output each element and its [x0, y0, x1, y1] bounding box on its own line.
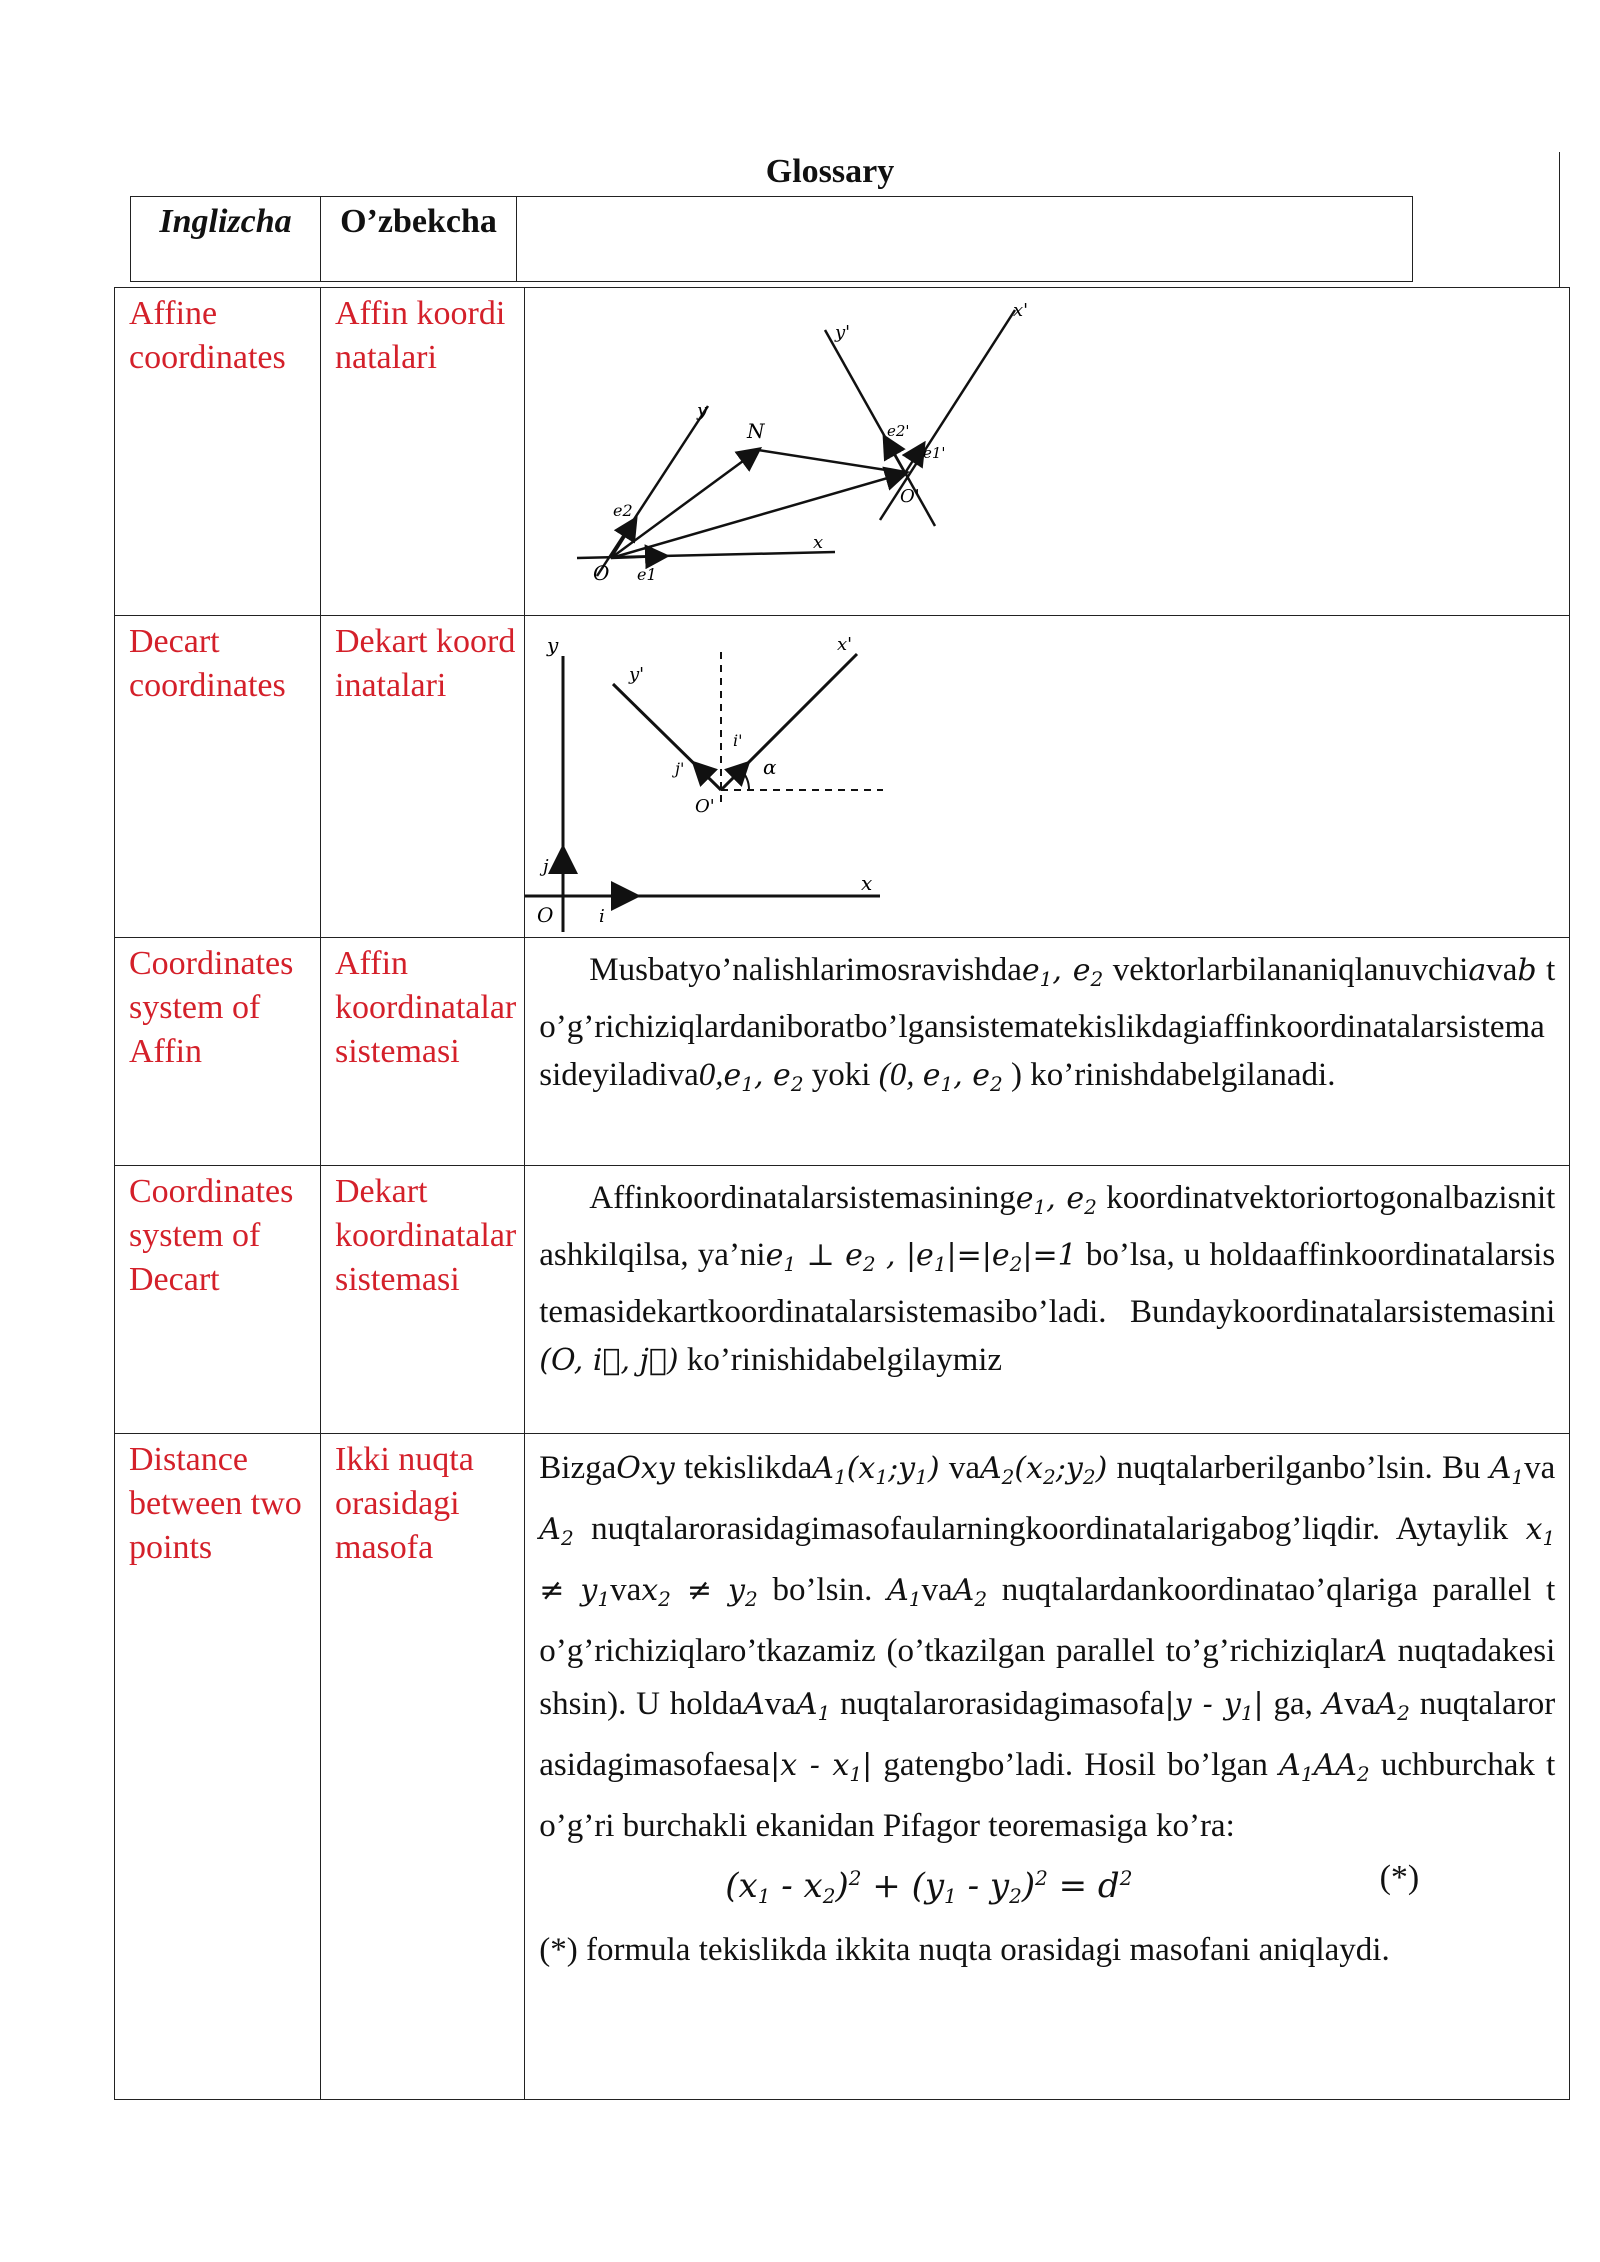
table-row	[115, 1166, 1570, 1434]
figure-cell	[525, 616, 1570, 938]
page-title: Glossary	[765, 153, 895, 190]
figure-label: x'	[1013, 300, 1029, 321]
distance-formula: $(x_1 - x_2)^2 + (y_1 - y_2)^2 = d^2$ (*)	[525, 1852, 1569, 1922]
figure-label: x	[861, 871, 873, 895]
term-uzbek-cell	[321, 938, 525, 1166]
term-uzbek-cell	[321, 616, 525, 938]
term-english-cell	[115, 288, 321, 616]
description-cell	[525, 1166, 1570, 1434]
figure-label: e1	[637, 565, 657, 584]
term-uzbek-cell	[321, 1166, 525, 1434]
figure-label: O	[537, 903, 554, 927]
term-english-cell	[115, 938, 321, 1166]
figure-label: O'	[900, 486, 920, 507]
figure-label: y	[547, 633, 559, 657]
alpha-arc	[741, 770, 749, 790]
figure-label: O'	[695, 796, 715, 817]
formula-marker: (*)	[1379, 1859, 1420, 1896]
y-axis	[597, 406, 708, 576]
term-english-cell	[115, 616, 321, 938]
figure-label: i'	[733, 731, 743, 750]
header-english: Inglizcha	[159, 203, 292, 240]
term-uzbek: Dekart koordinatalari	[335, 623, 516, 704]
figure-label: e2'	[887, 422, 910, 440]
glossary-header-table	[130, 196, 1413, 282]
decart-coordinates-figure	[525, 616, 1565, 932]
term-english: Distance between two points	[129, 1441, 302, 1566]
description-cell	[525, 938, 1570, 1166]
formula-footer: (*) formula tekislikda ikkita nuqta orasidagi masofani aniqlaydi.	[539, 1932, 1390, 1968]
figure-label: y	[697, 400, 708, 421]
figure-label: e1'	[923, 444, 946, 462]
term-uzbek: Ikki nuqta orasidagi masofa	[335, 1441, 474, 1566]
header-description-cell	[517, 197, 1413, 282]
term-english: Affine coordinates	[129, 295, 286, 376]
term-english: Coordinates system of Decart	[129, 1173, 294, 1298]
j-prime-vector	[695, 764, 721, 790]
term-english: Decart coordinates	[129, 623, 286, 704]
description-text: Musbatyo’nalishlarimosravishdae$_1$, $e_2$ vektorlarbilananiqlanuvchiavab $to’g’richiziqlardaniboratbo’lgansistematekislikdagiaffinkoordinatalarsistemasideyiladiva0,e_1$, $e_2$ yoki (0, $e_1$, $e_2$ ) ko’rinishdabelgilanadi.	[539, 952, 1556, 1096]
term-english: Coordinates system of Affin	[129, 945, 294, 1070]
figure-cell	[525, 288, 1570, 616]
header-uzbek-cell	[321, 197, 517, 282]
description-text: BizgaOxy $tekislikdaA_1(x_1;y_1)$ $vaA_2(x_2;y_2)$ nuqtalarberilganbo’lsin. Bu $A_1vaA_2$ nuqtalarorasidagimasofaularningkoordinatalarigabog’liqdir. Aytaylik $x_1 \ne y_1vax_2 \ne y_2$ bo’lsin. $A_1vaA_2$ nuqtalardankoordinatao’qlariga parallel to’g’richiziqlaro’tkazamiz (o’tkazilgan parallel to’g’richiziqlarA nuqtadakesishsin). U holdaAvaA$_1$ nuqtalarorasidagimasofa|y - $y_1|$ ga, AvaA$_2$ nuqtalarorasidagimasofaesa|x - $x_1|$ gatengbo’ladi. Hosil bo’lgan $A_1AA_2$ uchburchak to’g’ri burchakli ekanidan Pifagor teoremasiga ko’ra:	[539, 1450, 1556, 1844]
term-uzbek-cell	[321, 288, 525, 616]
term-uzbek: Affin koordinatalari	[335, 295, 506, 376]
term-uzbek: Dekart koordinatalar sistemasi	[335, 1173, 517, 1298]
figure-label: j	[543, 856, 549, 877]
header-uzbek: O’zbekcha	[340, 203, 497, 240]
i-prime-vector	[721, 764, 747, 790]
table-row	[115, 616, 1570, 938]
figure-label: α	[763, 755, 777, 779]
affine-coordinates-figure	[525, 288, 1565, 610]
vector-O-N	[611, 450, 758, 558]
vector-N-O-prime	[758, 450, 905, 473]
term-uzbek: Affin koordinatalar sistemasi	[335, 945, 517, 1070]
figure-label: j'	[675, 759, 685, 778]
figure-label: O	[593, 561, 610, 585]
table-row	[115, 1434, 1570, 2100]
header-description	[517, 197, 1412, 201]
table-row	[115, 938, 1570, 1166]
figure-label: N	[747, 419, 765, 443]
figure-label: e2	[613, 501, 633, 520]
header-english-cell	[131, 197, 321, 282]
figure-label: y'	[835, 322, 851, 343]
table-row	[115, 288, 1570, 616]
figure-label: y'	[629, 664, 645, 685]
figure-label: i	[599, 906, 606, 927]
page-right-rule	[1559, 152, 1560, 288]
e2-prime-vector	[885, 438, 905, 473]
figure-label: x'	[837, 634, 853, 655]
description-cell	[525, 1434, 1570, 2100]
term-english-cell	[115, 1434, 321, 2100]
term-english-cell	[115, 1166, 321, 1434]
figure-label: x	[813, 532, 824, 553]
term-uzbek-cell	[321, 1434, 525, 2100]
description-text: Affinkoordinatalarsistemasininge$_1$, $e_2$ koordinatvektoriortogonalbazisnitashkilqilsa, ya’nie$_1$ ⊥ $e_2$ , $|e_1|=|e_2|=1$ bo’lsa, u holdaaffinkoordinatalarsistemasidekartkoordinatalarsistemasibo’ladi. Bundaykoordinatalarsistemasini(O, i⃗, j⃗) ko’rinishidabelgilaymiz	[539, 1180, 1556, 1378]
glossary-table	[114, 287, 1570, 2100]
